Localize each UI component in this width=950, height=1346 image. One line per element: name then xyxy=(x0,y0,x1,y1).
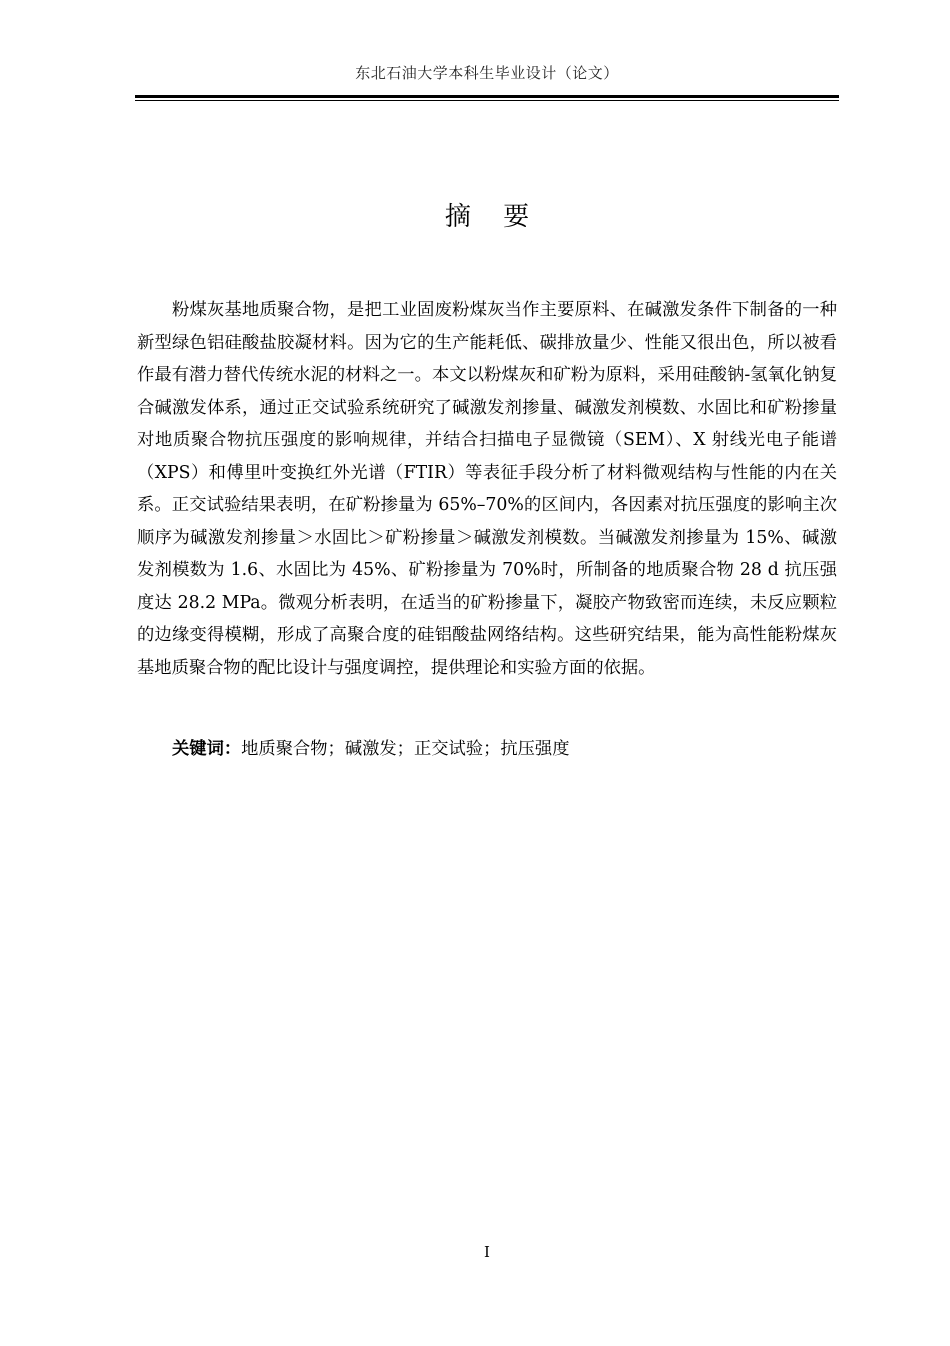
keywords-line xyxy=(172,733,832,765)
page-number: I xyxy=(484,1243,490,1261)
keywords-value: 地质聚合物；碱激发；正交试验；抗压强度 xyxy=(241,739,570,759)
header-rule-thin xyxy=(135,100,839,101)
abstract-title: 摘 要 xyxy=(444,202,542,232)
abstract-body: 粉煤灰基地质聚合物，是把工业固废粉煤灰当作主要原料、在碱激发条件下制备的一种新型绿色铝硅酸盐胶凝材料。因为它的生产能耗低、碳排放量少、性能又很出色，所以被看作最有潜力替代传统水泥的材料之一。本文以粉煤灰和矿粉为原料，采用硅酸钠-氢氧化钠复合碱激发体系，通过正交试验系统研究了碱激发剂掺量、碱激发剂模数、水固比和矿粉掺量对地质聚合物抗压强度的影响规律，并结合扫描电子显微镜（SEM）、X 射线光电子能谱（XPS）和傅里叶变换红外光谱（FTIR）等表征手段分析了材料微观结构与性能的内在关系。正交试验结果表明，在矿粉掺量为 65%–70%的区间内，各因素对抗压强度的影响主次顺序为碱激发剂掺量＞水固比＞矿粉掺量＞碱激发剂模数。当碱激发剂掺量为 15%、碱激发剂模数为 1.6、水固比为 45%、矿粉掺量为 70%时，所制备的地质聚合物 28 d 抗压强度达 28.2 MPa。微观分析表明，在适当的矿粉掺量下，凝胶产物致密而连续，未反应颗粒的边缘变得模糊，形成了高聚合度的硅铝酸盐网络结构。这些研究结果，能为高性能粉煤灰基地质聚合物的配比设计与强度调控，提供理论和实验方面的依据。 xyxy=(137,300,837,678)
keywords-label: 关键词： xyxy=(172,739,242,759)
header-rule-thick xyxy=(135,95,839,98)
running-header: 东北石油大学本科生毕业设计（论文） xyxy=(355,64,619,82)
